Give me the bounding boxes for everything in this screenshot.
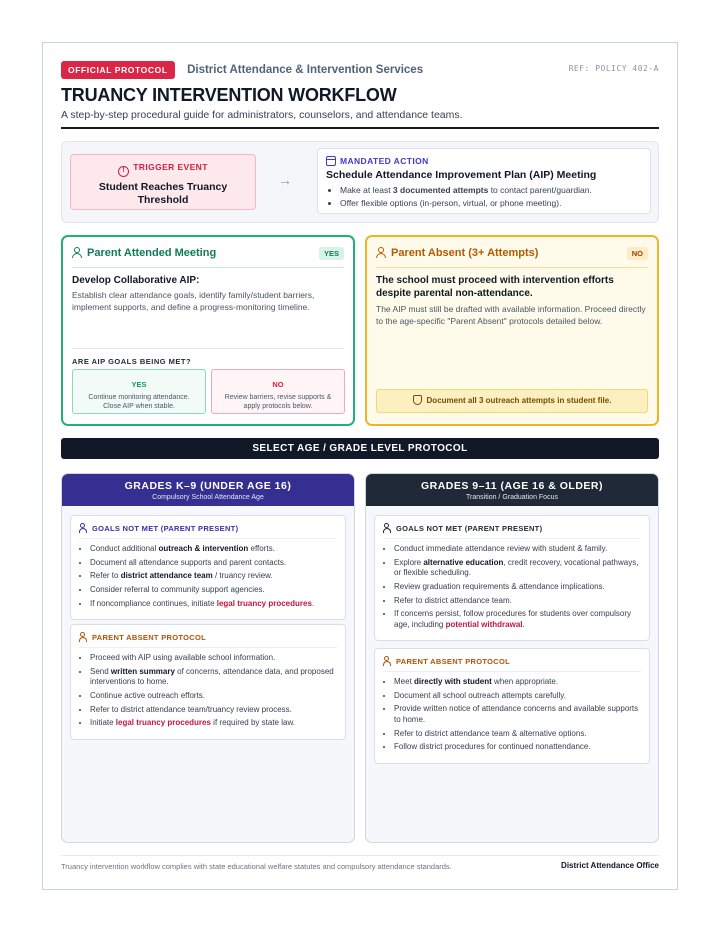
absent-list: [79, 653, 337, 729]
footer-compliance-text: Truancy intervention workflow complies with state educational welfare statutes and compulsory attendance standards.: [61, 862, 452, 871]
grades-9-11-column: [365, 473, 659, 843]
list-item: • Refer to district attendance team/truancy review process.: [90, 705, 337, 716]
trigger-text: Student Reaches Truancy Threshold: [98, 181, 228, 206]
users-icon: [79, 523, 89, 532]
shield-alert-icon: [413, 395, 422, 405]
list-item: • Refer to district attendance team.: [394, 596, 641, 607]
user-x-icon: [376, 247, 388, 257]
absent-list: [383, 677, 641, 753]
list-item: • Proceed with AIP using available school information.: [90, 653, 337, 664]
list-item: • Explore alternative education, credit recovery, vocational pathways, or flexible scheduling.: [394, 558, 641, 579]
list-item: • Refer to district attendance team & alternative options.: [394, 729, 641, 740]
list-item: • If concerns persist, follow procedures for students over compulsory age, including potential withdrawal.: [394, 609, 641, 630]
card-heading: Parent Absent (3+ Attempts): [391, 247, 539, 259]
card-heading: Parent Attended Meeting: [87, 247, 217, 259]
select-protocol-bar: SELECT AGE / GRADE LEVEL PROTOCOL: [61, 438, 659, 459]
list-item: • Follow district procedures for continued nonattendance.: [394, 742, 641, 753]
mandated-list: [326, 184, 642, 209]
list-item: • Provide written notice of attendance concerns and available supports to home.: [394, 704, 641, 725]
divider: [376, 267, 648, 268]
list-item: • Offer flexible options (in-person, virtual, or phone meeting).: [340, 197, 642, 210]
trigger-label: TRIGGER EVENT: [133, 162, 208, 172]
list-item: • Make at least 3 documented attempts to contact parent/guardian.: [340, 184, 642, 197]
card-subheading: Develop Collaborative AIP:: [72, 275, 200, 286]
list-item: • Refer to district attendance team / truancy review.: [90, 571, 337, 582]
yes-pill: YES: [319, 247, 344, 260]
department-name: District Attendance & Intervention Services: [187, 64, 424, 76]
arrow-right-icon: →: [278, 172, 292, 188]
no-pill: NO: [627, 247, 648, 260]
list-item: • Send written summary of concerns, attendance data, and proposed interventions to home.: [90, 667, 337, 688]
card-body: Establish clear attendance goals, identify family/student barriers, implement supports, and define a progress-monitoring timeline.: [72, 290, 315, 312]
user-x-icon: [383, 656, 393, 665]
mandated-label: MANDATED ACTION: [340, 156, 429, 166]
divider: [72, 348, 344, 349]
list-item: • Conduct immediate attendance review with student & family.: [394, 544, 641, 555]
list-item: • If noncompliance continues, initiate legal truancy procedures.: [90, 599, 337, 610]
grades-k9-column: [61, 473, 355, 843]
goals-met-no: NO Review barriers, revise supports & apply protocols below.: [211, 369, 345, 414]
users-icon: [383, 523, 393, 532]
goals-not-met-box: GOALS NOT MET (PARENT PRESENT) • Conduct immediate attendance review with student & family. • Explore alternative education, credit recovery, vocational pathways, or flexible scheduling. • Review graduation requirements & attendance implications. • Refer to district attendance team. • If concerns persist, follow procedures for students over compulsory age, including potential withdrawal.: [374, 515, 650, 641]
list-item: • Consider referral to community support agencies.: [90, 585, 337, 596]
goals-list: [383, 544, 641, 630]
page-title: TRUANCY INTERVENTION WORKFLOW: [61, 85, 397, 106]
goals-question: ARE AIP GOALS BEING MET?: [72, 357, 192, 366]
list-item: • Meet directly with student when appropriate.: [394, 677, 641, 688]
header: [61, 61, 659, 121]
column-header: GRADES 9–11 (AGE 16 & OLDER) Transition / Graduation Focus: [366, 474, 658, 506]
trigger-section: [61, 141, 659, 223]
mandated-title: Schedule Attendance Improvement Plan (AIP) Meeting: [326, 169, 597, 181]
list-item: • Document all attendance supports and parent contacts.: [90, 558, 337, 569]
list-item: • Conduct additional outreach & intervention efforts.: [90, 544, 337, 555]
user-x-icon: [79, 632, 89, 641]
mandated-action-box: [317, 148, 651, 214]
card-body: The AIP must still be drafted with available information. Proceed directly to the age-specific "Parent Absent" protocols detailed below.: [376, 304, 646, 326]
parent-absent-box: PARENT ABSENT PROTOCOL • Proceed with AIP using available school information. • Send written summary of concerns, attendance data, and proposed interventions to home. • Continue active outreach efforts. • Refer to district attendance team/truancy review process. • Initiate legal truancy procedures if required by state law.: [70, 624, 346, 740]
goals-met-yes: YES Continue monitoring attendance. Close AIP when stable.: [72, 369, 206, 414]
document-page: [42, 42, 678, 890]
goals-not-met-box: GOALS NOT MET (PARENT PRESENT) • Conduct additional outreach & intervention efforts. • Document all attendance supports and parent contacts. • Refer to district attendance team / truancy review. • Consider referral to community support agencies. • If noncompliance continues, initiate legal truancy procedures.: [70, 515, 346, 620]
calendar-icon: [326, 156, 336, 166]
trigger-event-box: [70, 154, 256, 210]
list-item: • Initiate legal truancy procedures if required by state law.: [90, 718, 337, 729]
official-protocol-badge: OFFICIAL PROTOCOL: [61, 61, 175, 79]
column-header: GRADES K–9 (UNDER AGE 16) Compulsory School Attendance Age: [62, 474, 354, 506]
footer-office-name: District Attendance Office: [561, 861, 659, 870]
list-item: • Continue active outreach efforts.: [90, 691, 337, 702]
page-subtitle: A step-by-step procedural guide for administrators, counselors, and attendance teams.: [61, 109, 463, 122]
list-item: • Review graduation requirements & attendance implications.: [394, 582, 641, 593]
goals-list: [79, 544, 337, 609]
list-item: • Document all school outreach attempts carefully.: [394, 691, 641, 702]
parent-absent-card: [365, 235, 659, 426]
documentation-note: Document all 3 outreach attempts in student file.: [376, 389, 648, 413]
alert-circle-icon: !: [118, 166, 129, 177]
policy-reference: REF: POLICY 402-A: [568, 64, 659, 73]
parent-attended-card: [61, 235, 355, 426]
header-divider: [61, 127, 659, 129]
card-subheading: The school must proceed with intervention efforts despite parental non-attendance.: [376, 275, 614, 299]
divider: [72, 267, 344, 268]
user-check-icon: [72, 247, 84, 257]
parent-absent-box: PARENT ABSENT PROTOCOL • Meet directly with student when appropriate. • Document all school outreach attempts carefully. • Provide written notice of attendance concerns and available supports to home. • Refer to district attendance team & alternative options. • Follow district procedures for continued nonattendance.: [374, 648, 650, 764]
footer-divider: [61, 855, 659, 856]
